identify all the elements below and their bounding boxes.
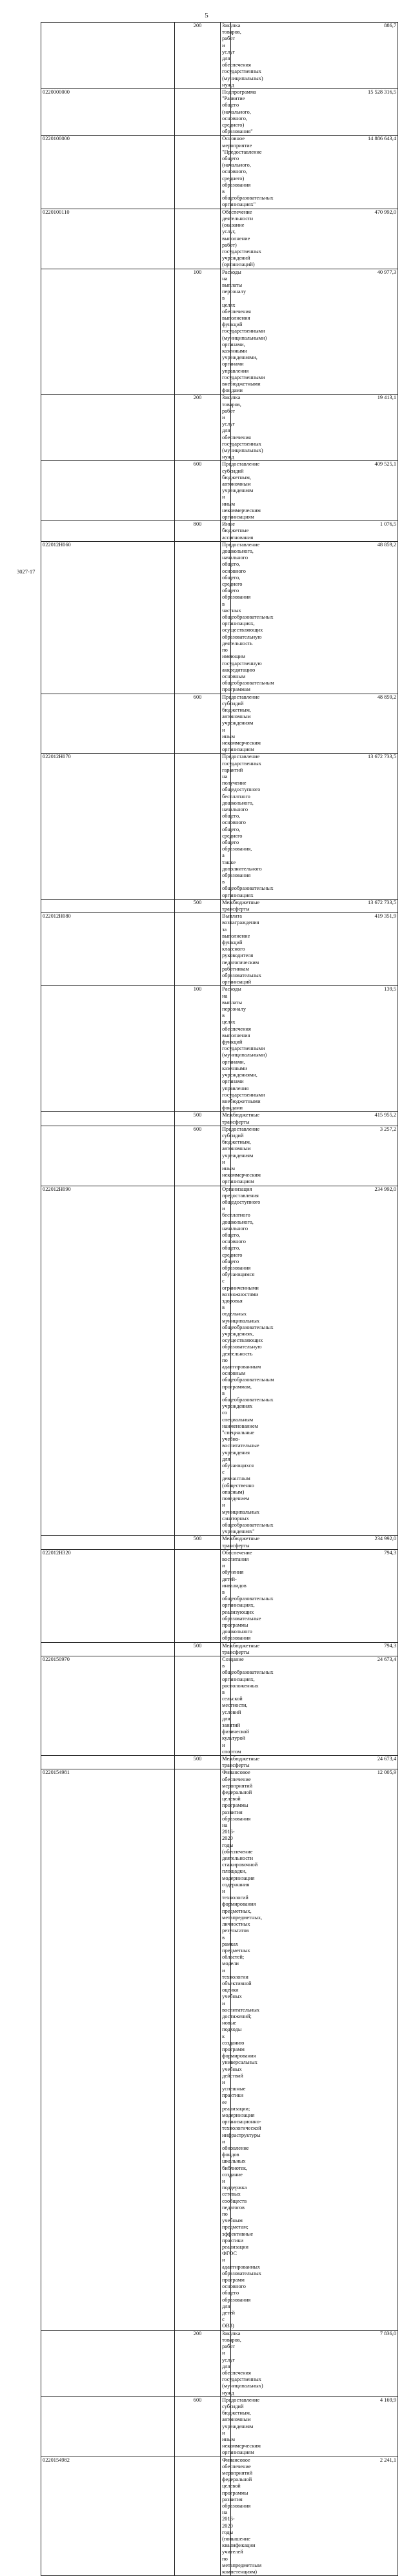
row-expense-type — [174, 2457, 220, 2576]
table-row — [41, 899, 398, 912]
row-code — [41, 2330, 175, 2396]
row-code — [41, 461, 175, 521]
row-code — [41, 269, 175, 395]
row-expense-type — [174, 89, 220, 136]
row-code — [41, 395, 175, 461]
table-row — [41, 209, 398, 269]
row-description: Обеспечение деятельности (оказание услуг, выполнение работ) государственных учреждений (организаций) — [221, 209, 231, 269]
row-description: Межбюджетные трансферты — [221, 1536, 231, 1549]
row-code — [41, 1756, 175, 1769]
budget-table-body — [41, 23, 398, 2576]
table-row — [41, 2396, 398, 2457]
row-amount: 48 859,2 — [231, 541, 398, 694]
row-code — [41, 23, 175, 89]
row-description: Предоставление субсидий бюджетным, автономным учреждениям и иным некоммерческим организациям — [221, 1126, 231, 1186]
row-amount: 234 992,0 — [231, 1186, 398, 1536]
table-row — [41, 521, 398, 542]
row-code: 0220000000 — [41, 89, 175, 136]
table-row — [41, 1642, 398, 1656]
row-description: Закупка товаров, работ и услуг для обеспечения государственных (муниципальных) нужд — [221, 395, 231, 461]
row-code: 022012Н080 — [41, 913, 175, 986]
table-row — [41, 754, 398, 899]
row-description: Обеспечение воспитания и обучения детей-инвалидов в общеобразовательных организациях, реализующих образовательные программы дошкольного образования — [221, 1549, 231, 1642]
row-description: Предоставление субсидий бюджетным, автономным учреждениям и иным некоммерческим организациям — [221, 694, 231, 754]
table-row — [41, 269, 398, 395]
row-expense-type: 500 — [174, 1756, 220, 1769]
table-row — [41, 89, 398, 136]
table-row — [41, 1126, 398, 1186]
row-amount: 409 525,1 — [231, 461, 398, 521]
row-description: Межбюджетные трансферты — [221, 1642, 231, 1656]
row-amount: 794,3 — [231, 1642, 398, 1656]
row-expense-type: 600 — [174, 1126, 220, 1186]
row-description: Закупка товаров, работ и услуг для обеспечения государственных (муниципальных) нужд — [221, 23, 231, 89]
row-expense-type: 200 — [174, 23, 220, 89]
row-amount: 470 992,0 — [231, 209, 398, 269]
table-row — [41, 1112, 398, 1126]
table-row — [41, 2457, 398, 2576]
row-expense-type — [174, 1549, 220, 1642]
row-expense-type: 100 — [174, 269, 220, 395]
row-expense-type — [174, 209, 220, 269]
row-description: Предоставление государственных гарантий на получение общедоступного бесплатного дошкольного, начального общего, основного общего, среднего общего образования, а также дополнительного образования в общеобразовательных организациях — [221, 754, 231, 899]
row-amount: 7 836,0 — [231, 2330, 398, 2396]
row-expense-type — [174, 913, 220, 986]
row-description: Предоставление субсидий бюджетным, автономным учреждениям и иным некоммерческим организациям — [221, 461, 231, 521]
row-expense-type: 200 — [174, 395, 220, 461]
row-code: 022012Н060 — [41, 541, 175, 694]
row-code — [41, 694, 175, 754]
table-row — [41, 1186, 398, 1536]
row-description: Подпрограмма "Развитие общего (начального, основного, среднего) образования" — [221, 89, 231, 136]
row-amount: 13 672 733,5 — [231, 754, 398, 899]
row-expense-type: 600 — [174, 461, 220, 521]
row-amount: 14 886 643,4 — [231, 136, 398, 209]
row-description: Предоставление дошкольного, начального общего, основного общего, среднего общего образования в частных общеобразовательных организациях, осуществляющих образовательную деятельность по имеющим государственную аккредитацию основным общеобразовательным программам — [221, 541, 231, 694]
row-description: Создание в общеобразовательных организациях, расположенных в сельской местности, условий для занятий физической культурой и спортом — [221, 1656, 231, 1755]
row-description: Организация предоставления общедоступного и бесплатного дошкольного, начального общего, основного общего, среднего общего образования обучающимся с ограниченными возможностями здоровья в отдельных муниципальных общеобразовательных учреждениях, осуществляющих образовательную деятельность по адаптированным основным общеобразовательным программам, в общеобразовательных учреждениях со специальным наименованием "специальные учебно-воспитательные учреждения для обучающихся с девиантным (общественно опасным) поведением и муниципальных санаторных общеобразовательных учреждениях" — [221, 1186, 231, 1536]
table-row — [41, 461, 398, 521]
row-expense-type: 500 — [174, 1536, 220, 1549]
row-amount: 15 528 316,5 — [231, 89, 398, 136]
budget-table — [41, 22, 398, 2576]
row-code: 0220154982 — [41, 2457, 175, 2576]
row-expense-type: 200 — [174, 2330, 220, 2396]
row-code — [41, 1112, 175, 1126]
table-row — [41, 395, 398, 461]
row-code — [41, 986, 175, 1112]
row-amount: 886,7 — [231, 23, 398, 89]
row-amount: 419 351,9 — [231, 913, 398, 986]
row-amount: 2 241,1 — [231, 2457, 398, 2576]
row-description: Иные бюджетные ассигнования — [221, 521, 231, 542]
row-amount: 24 673,4 — [231, 1756, 398, 1769]
row-code — [41, 899, 175, 912]
table-row — [41, 1549, 398, 1642]
row-code: 022012Н320 — [41, 1549, 175, 1642]
row-code — [41, 1126, 175, 1186]
row-code — [41, 521, 175, 542]
table-row — [41, 1756, 398, 1769]
row-expense-type — [174, 1656, 220, 1755]
row-amount: 794,3 — [231, 1549, 398, 1642]
table-row — [41, 541, 398, 694]
table-row — [41, 986, 398, 1112]
row-code: 022012Н090 — [41, 1186, 175, 1536]
row-description: Финансовое обеспечение мероприятий федеральной целевой программы развития образования на 2016-2020 годы (обеспечение деятельности стажировочной площадки, модернизация содержания и технологий формирования предметных, метапредметных, личностных результатов в рамках предметных областей; модели и технологии объективной оценки учебных и воспитательных достижений; новые подходы к созданию программ формирования универсальных учебных действий и успешные практики ее реализации; модернизация организационно-технологической инфраструктуры и обновление фондов школьных библиотек, создание и поддержка сетевых сообществ педагогов по учебным предметам; эффективные практики реализации ФГОС и адаптированных образовательных программ основного общего образования для детей с ОВЗ) — [221, 1769, 231, 2330]
row-expense-type: 500 — [174, 899, 220, 912]
row-amount: 12 005,9 — [231, 1769, 398, 2330]
row-amount: 13 672 733,5 — [231, 899, 398, 912]
row-code — [41, 2396, 175, 2457]
row-expense-type: 600 — [174, 2396, 220, 2457]
row-code: 0220100000 — [41, 136, 175, 209]
row-expense-type — [174, 541, 220, 694]
row-code: 0220154981 — [41, 1769, 175, 2330]
row-amount: 24 673,4 — [231, 1656, 398, 1755]
row-expense-type: 600 — [174, 694, 220, 754]
row-amount: 48 859,2 — [231, 694, 398, 754]
row-amount: 40 977,3 — [231, 269, 398, 395]
row-expense-type — [174, 1769, 220, 2330]
row-description: Межбюджетные трансферты — [221, 1756, 231, 1769]
row-code — [41, 1642, 175, 1656]
row-description: Межбюджетные трансферты — [221, 899, 231, 912]
row-amount: 4 169,9 — [231, 2396, 398, 2457]
row-description: Закупка товаров, работ и услуг для обеспечения государственных (муниципальных) нужд — [221, 2330, 231, 2396]
row-code: 022012Н070 — [41, 754, 175, 899]
table-row — [41, 1536, 398, 1549]
row-expense-type: 800 — [174, 521, 220, 542]
table-row — [41, 23, 398, 89]
row-expense-type: 100 — [174, 986, 220, 1112]
row-amount: 415 955,2 — [231, 1112, 398, 1126]
row-expense-type — [174, 754, 220, 899]
row-description: Расходы на выплаты персоналу в целях обеспечения выполнения функций государственными (муниципальными) органами, казенными учреждениями, органами управления государственными внебюджетными фондами — [221, 986, 231, 1112]
table-row — [41, 2330, 398, 2396]
row-amount: 234 992,0 — [231, 1536, 398, 1549]
row-code: 0220150970 — [41, 1656, 175, 1755]
row-amount: 3 257,2 — [231, 1126, 398, 1186]
page-number: 5 — [205, 12, 208, 19]
row-description: Выплата вознаграждения за выполнение функций классного руководителя педагогическим работникам образовательных организаций — [221, 913, 231, 986]
document-code: 3027-17 — [17, 568, 35, 575]
row-code: 0220100110 — [41, 209, 175, 269]
row-amount: 139,5 — [231, 986, 398, 1112]
table-row — [41, 1656, 398, 1755]
row-expense-type: 500 — [174, 1642, 220, 1656]
row-description: Межбюджетные трансферты — [221, 1112, 231, 1126]
row-amount: 1 076,5 — [231, 521, 398, 542]
row-description: Предоставление субсидий бюджетным, автономным учреждениям и иным некоммерческим организациям — [221, 2396, 231, 2457]
table-row — [41, 913, 398, 986]
row-description: Основное мероприятие "Предоставление общего (начального, основного, среднего) образования в общеобразовательных организациях" — [221, 136, 231, 209]
row-expense-type — [174, 136, 220, 209]
table-row — [41, 1769, 398, 2330]
row-expense-type: 500 — [174, 1112, 220, 1126]
table-row — [41, 136, 398, 209]
table-row — [41, 694, 398, 754]
row-code — [41, 1536, 175, 1549]
row-expense-type — [174, 1186, 220, 1536]
row-description: Расходы на выплаты персоналу в целях обеспечения выполнения функций государственными (муниципальными) органами, казенными учреждениями, органами управления государственными внебюджетными фондами — [221, 269, 231, 395]
row-amount: 19 413,1 — [231, 395, 398, 461]
row-description: Финансовое обеспечение мероприятий федеральной целевой программы развития образования на 2016-2020 годы (повышение квалификации учителей по метапредметным компетенциям) — [221, 2457, 231, 2576]
